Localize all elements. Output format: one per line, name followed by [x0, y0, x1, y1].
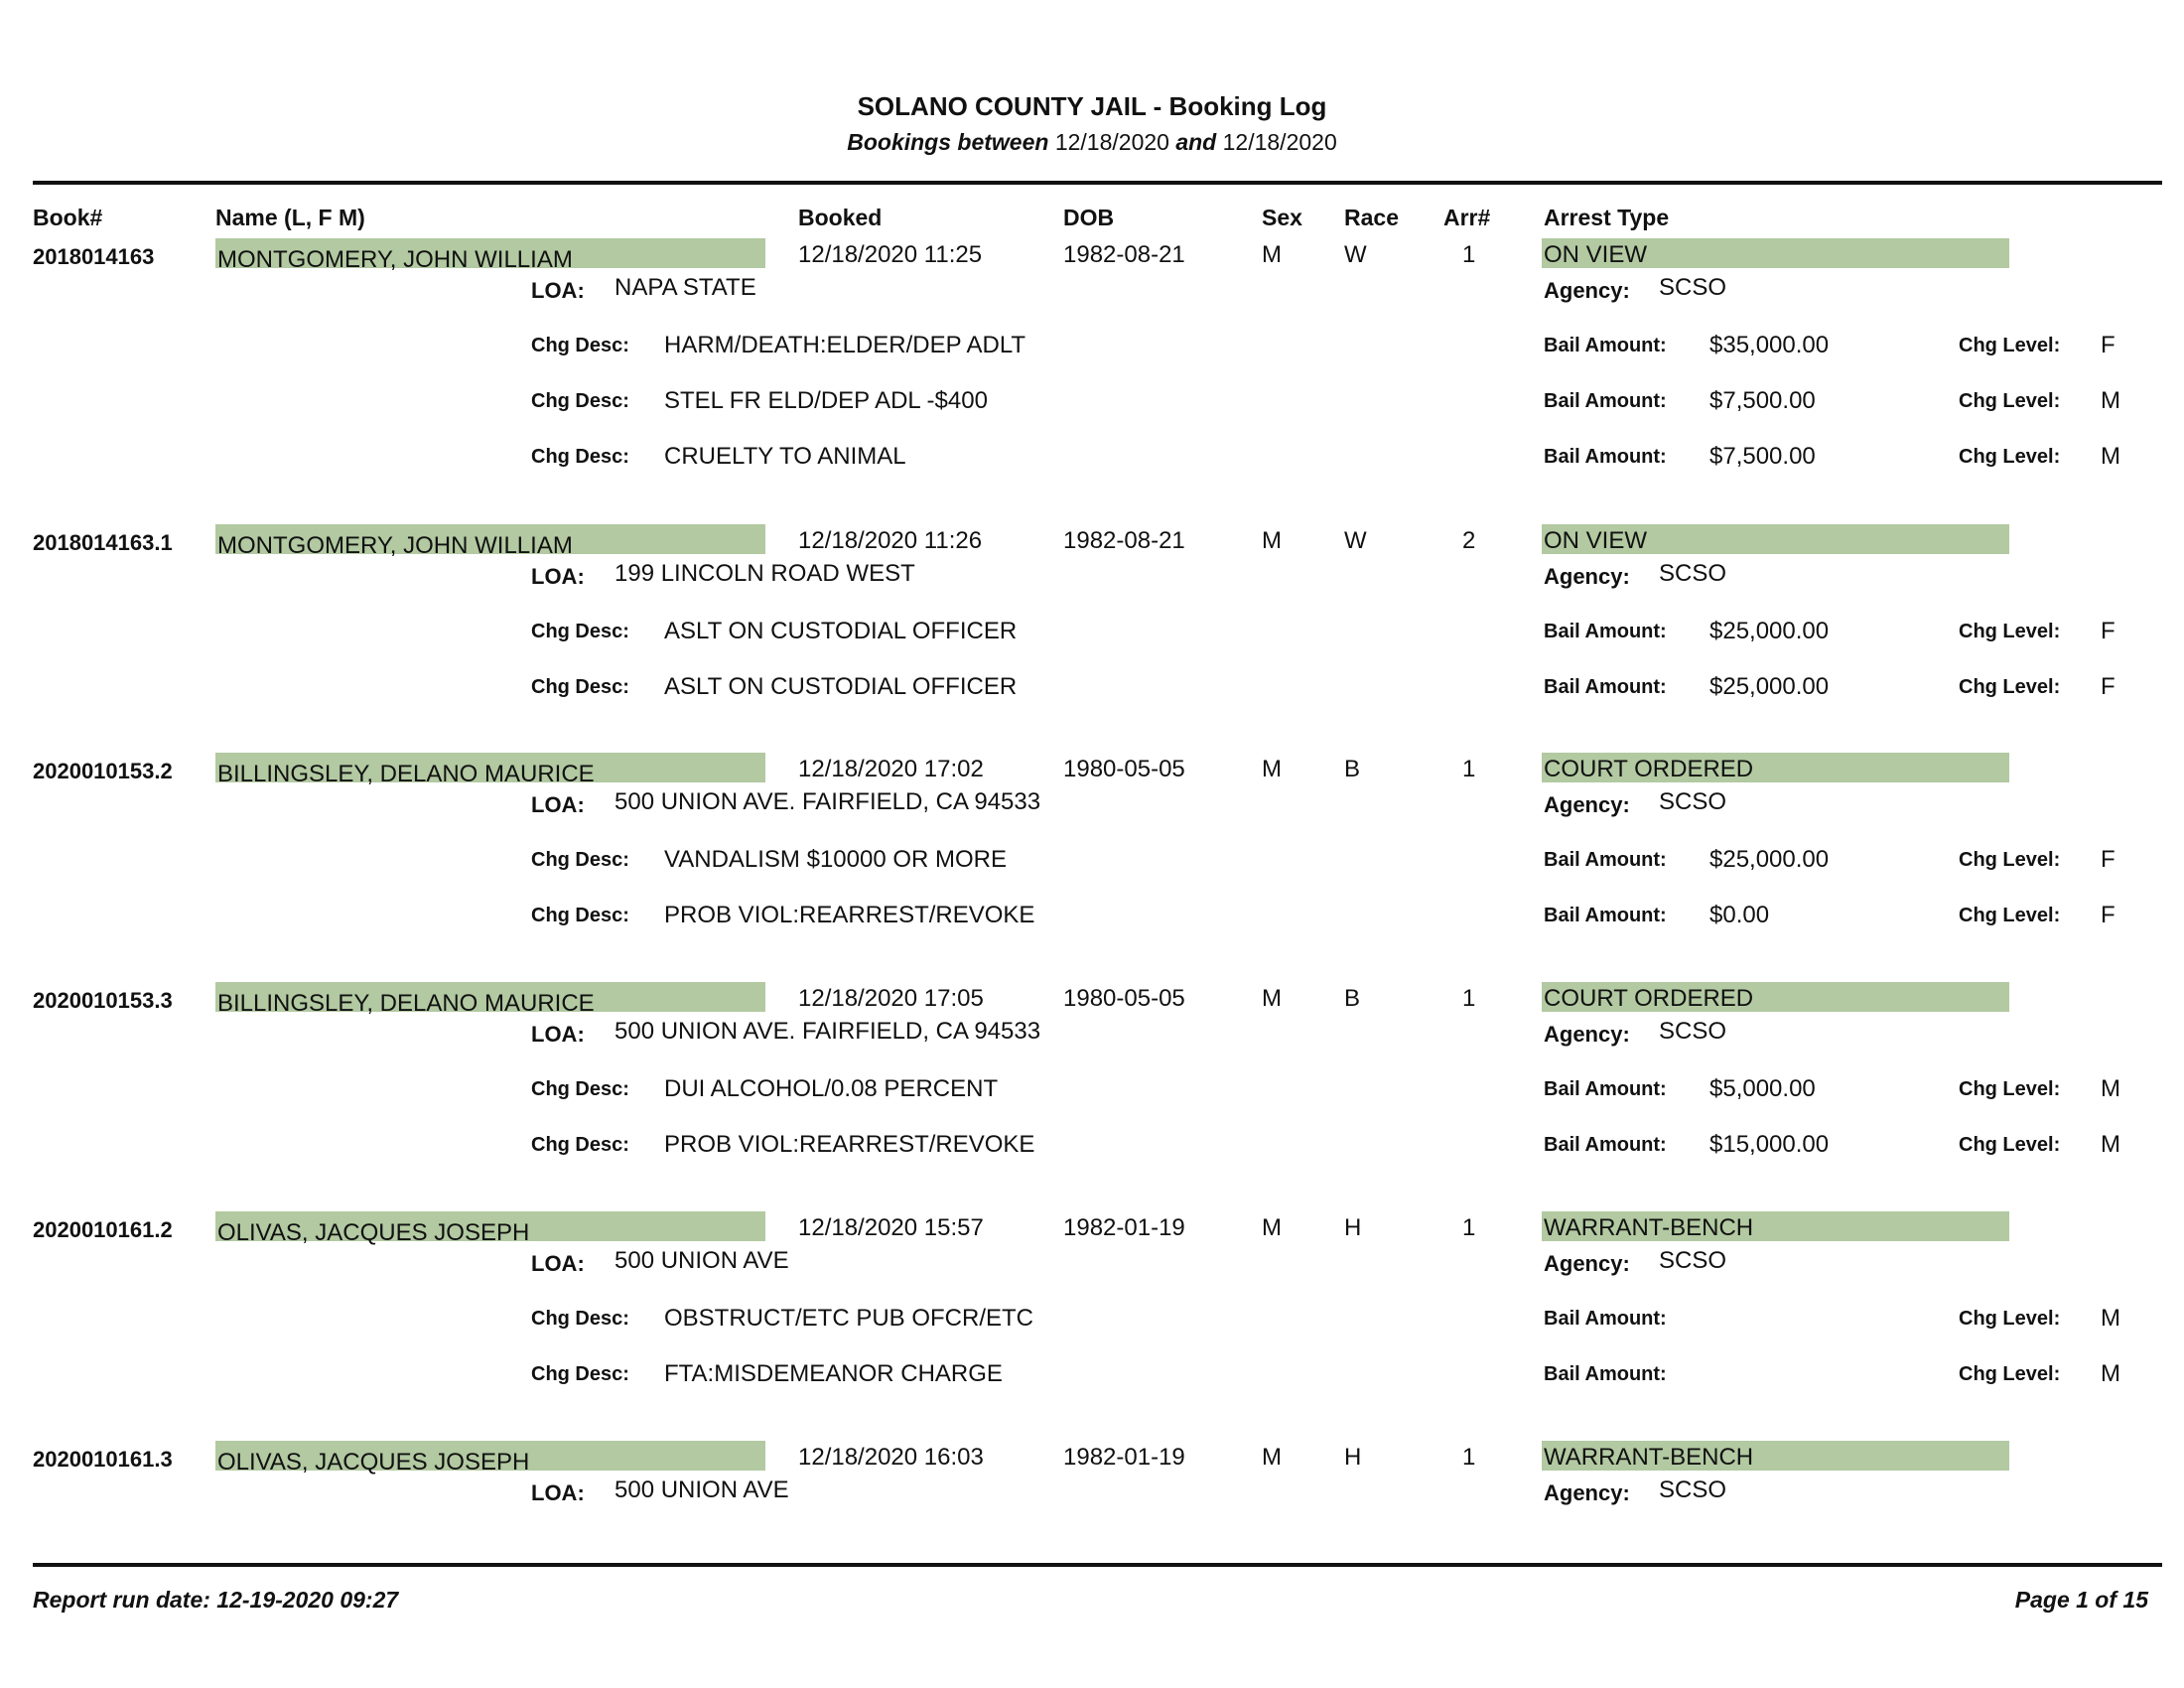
report-run-date: Report run date: 12-19-2020 09:27: [33, 1587, 399, 1613]
bail-amount-value: $5,000.00: [1709, 1075, 1816, 1102]
arrest-type: COURT ORDERED: [1544, 985, 1754, 1012]
charge-desc-label: Chg Desc:: [531, 1308, 629, 1330]
charge-desc-value: VANDALISM $10000 OR MORE: [664, 846, 1008, 873]
booked-datetime: 12/18/2020 11:25: [798, 241, 983, 268]
charge-row: [0, 1131, 2184, 1161]
agency-label: Agency:: [1544, 564, 1630, 589]
loa-value: 500 UNION AVE. FAIRFIELD, CA 94533: [614, 1018, 1041, 1045]
agency-label: Agency:: [1544, 1480, 1630, 1505]
charge-level-value: M: [2101, 1360, 2120, 1387]
charge-row: [0, 387, 2184, 417]
loa-value: 500 UNION AVE: [614, 1477, 789, 1503]
arrest-number: 1: [1462, 241, 1476, 268]
subtitle-start-date: 12/18/2020: [1054, 129, 1169, 155]
charge-row: [0, 332, 2184, 361]
inmate-name: OLIVAS, JACQUES JOSEPH: [217, 1449, 530, 1476]
charge-desc-value: STEL FR ELD/DEP ADL -$400: [664, 387, 988, 414]
charge-row: [0, 618, 2184, 647]
booked-datetime: 12/18/2020 16:03: [798, 1444, 984, 1471]
charge-level-label: Chg Level:: [1959, 1078, 2061, 1100]
bail-amount-label: Bail Amount:: [1544, 849, 1667, 871]
page-number: Page 1 of 15: [2014, 1587, 2148, 1613]
charge-level-value: F: [2101, 332, 2116, 358]
charge-desc-value: ASLT ON CUSTODIAL OFFICER: [664, 618, 1018, 644]
bail-amount-value: $7,500.00: [1709, 443, 1816, 470]
charge-desc-label: Chg Desc:: [531, 676, 629, 698]
footer-rule: [33, 1563, 2162, 1567]
loa-label: LOA:: [531, 1251, 585, 1276]
charge-desc-label: Chg Desc:: [531, 1078, 629, 1100]
charge-level-label: Chg Level:: [1959, 1308, 2061, 1330]
booked-datetime: 12/18/2020 15:57: [798, 1214, 984, 1241]
charge-desc-label: Chg Desc:: [531, 621, 629, 642]
charge-row: [0, 673, 2184, 703]
bail-amount-value: $7,500.00: [1709, 387, 1816, 414]
agency-label: Agency:: [1544, 1251, 1630, 1276]
arrest-number: 1: [1462, 756, 1476, 782]
date-of-birth: 1982-08-21: [1063, 527, 1185, 554]
agency-value: SCSO: [1659, 274, 1727, 301]
loa-value: 500 UNION AVE. FAIRFIELD, CA 94533: [614, 788, 1041, 815]
report-subtitle: [0, 129, 2184, 156]
charge-level-label: Chg Level:: [1959, 446, 2061, 468]
charge-desc-value: ASLT ON CUSTODIAL OFFICER: [664, 673, 1018, 700]
book-number: 2020010161.2: [33, 1217, 173, 1242]
charge-level-label: Chg Level:: [1959, 335, 2061, 356]
agency-value: SCSO: [1659, 1477, 1727, 1503]
agency-label: Agency:: [1544, 1022, 1630, 1047]
bail-amount-label: Bail Amount:: [1544, 621, 1667, 642]
bail-amount-label: Bail Amount:: [1544, 446, 1667, 468]
bail-amount-label: Bail Amount:: [1544, 335, 1667, 356]
sex: M: [1262, 985, 1282, 1012]
bail-amount-label: Bail Amount:: [1544, 1078, 1667, 1100]
charge-desc-label: Chg Desc:: [531, 905, 629, 926]
loa-label: LOA:: [531, 792, 585, 817]
bail-amount-label: Bail Amount:: [1544, 905, 1667, 926]
charge-desc-label: Chg Desc:: [531, 335, 629, 356]
race: B: [1344, 985, 1361, 1012]
race: H: [1344, 1214, 1362, 1241]
race: W: [1344, 241, 1367, 268]
charge-desc-value: HARM/DEATH:ELDER/DEP ADLT: [664, 332, 1026, 358]
sex: M: [1262, 756, 1282, 782]
header-race: Race: [1344, 205, 1399, 230]
charge-row: [0, 1075, 2184, 1105]
booked-datetime: 12/18/2020 17:02: [798, 756, 984, 782]
loa-value: 199 LINCOLN ROAD WEST: [614, 560, 915, 587]
agency-label: Agency:: [1544, 792, 1630, 817]
header-rule: [33, 181, 2162, 185]
arrest-number: 1: [1462, 1214, 1476, 1241]
bail-amount-value: $25,000.00: [1709, 618, 1830, 644]
arrest-number: 1: [1462, 985, 1476, 1012]
bail-amount-value: $0.00: [1709, 902, 1770, 928]
charge-desc-value: CRUELTY TO ANIMAL: [664, 443, 906, 470]
charge-desc-value: PROB VIOL:REARREST/REVOKE: [664, 1131, 1035, 1158]
bail-amount-label: Bail Amount:: [1544, 676, 1667, 698]
charge-desc-value: OBSTRUCT/ETC PUB OFCR/ETC: [664, 1305, 1034, 1332]
agency-label: Agency:: [1544, 278, 1630, 303]
date-of-birth: 1982-01-19: [1063, 1214, 1185, 1241]
loa-label: LOA:: [531, 1480, 585, 1505]
header-book: Book#: [33, 205, 103, 230]
charge-desc-value: FTA:MISDEMEANOR CHARGE: [664, 1360, 1003, 1387]
race: H: [1344, 1444, 1362, 1471]
agency-value: SCSO: [1659, 788, 1727, 815]
header-arr: Arr#: [1443, 205, 1491, 230]
charge-row: [0, 846, 2184, 876]
charge-desc-value: DUI ALCOHOL/0.08 PERCENT: [664, 1075, 999, 1102]
arrest-type: WARRANT-BENCH: [1544, 1214, 1754, 1241]
header-dob: DOB: [1063, 205, 1115, 230]
charge-level-value: M: [2101, 1075, 2120, 1102]
arrest-type: WARRANT-BENCH: [1544, 1444, 1754, 1471]
subtitle-and: and: [1175, 129, 1217, 155]
charge-level-label: Chg Level:: [1959, 621, 2061, 642]
agency-value: SCSO: [1659, 1018, 1727, 1045]
book-number: 2020010161.3: [33, 1447, 173, 1472]
booked-datetime: 12/18/2020 11:26: [798, 527, 983, 554]
charge-level-label: Chg Level:: [1959, 849, 2061, 871]
inmate-name: OLIVAS, JACQUES JOSEPH: [217, 1219, 530, 1246]
header-sex: Sex: [1262, 205, 1302, 230]
subtitle-end-date: 12/18/2020: [1222, 129, 1337, 155]
inmate-name: MONTGOMERY, JOHN WILLIAM: [217, 532, 573, 559]
book-number: 2020010153.3: [33, 988, 173, 1013]
inmate-name: BILLINGSLEY, DELANO MAURICE: [217, 761, 595, 787]
header-booked: Booked: [798, 205, 883, 230]
charge-row: [0, 1305, 2184, 1335]
book-number: 2020010153.2: [33, 759, 173, 783]
charge-desc-label: Chg Desc:: [531, 849, 629, 871]
date-of-birth: 1982-08-21: [1063, 241, 1185, 268]
charge-level-label: Chg Level:: [1959, 1363, 2061, 1385]
charge-level-value: M: [2101, 387, 2120, 414]
bail-amount-value: $25,000.00: [1709, 673, 1830, 700]
charge-row: [0, 443, 2184, 473]
book-number: 2018014163.1: [33, 530, 173, 555]
charge-desc-label: Chg Desc:: [531, 1134, 629, 1156]
charge-level-value: F: [2101, 902, 2116, 928]
bail-amount-label: Bail Amount:: [1544, 1134, 1667, 1156]
loa-value: 500 UNION AVE: [614, 1247, 789, 1274]
charge-level-value: F: [2101, 846, 2116, 873]
loa-label: LOA:: [531, 278, 585, 303]
bail-amount-value: $25,000.00: [1709, 846, 1830, 873]
subtitle-prefix: Bookings between: [847, 129, 1049, 155]
book-number: 2018014163: [33, 244, 155, 269]
agency-value: SCSO: [1659, 1247, 1727, 1274]
header-name: Name (L, F M): [215, 205, 365, 230]
bail-amount-value: $15,000.00: [1709, 1131, 1830, 1158]
charge-level-value: M: [2101, 1305, 2120, 1332]
charge-level-label: Chg Level:: [1959, 905, 2061, 926]
charge-level-value: M: [2101, 443, 2120, 470]
charge-level-value: M: [2101, 1131, 2120, 1158]
booked-datetime: 12/18/2020 17:05: [798, 985, 984, 1012]
bail-amount-label: Bail Amount:: [1544, 390, 1667, 412]
race: B: [1344, 756, 1361, 782]
header-arrest-type: Arrest Type: [1544, 205, 1670, 230]
date-of-birth: 1980-05-05: [1063, 985, 1185, 1012]
sex: M: [1262, 241, 1282, 268]
loa-value: NAPA STATE: [614, 274, 756, 301]
inmate-name: BILLINGSLEY, DELANO MAURICE: [217, 990, 595, 1017]
charge-desc-value: PROB VIOL:REARREST/REVOKE: [664, 902, 1035, 928]
bail-amount-value: $35,000.00: [1709, 332, 1830, 358]
arrest-type: ON VIEW: [1544, 241, 1648, 268]
charge-level-label: Chg Level:: [1959, 390, 2061, 412]
arrest-number: 2: [1462, 527, 1476, 554]
date-of-birth: 1982-01-19: [1063, 1444, 1185, 1471]
charge-desc-label: Chg Desc:: [531, 1363, 629, 1385]
charge-level-label: Chg Level:: [1959, 676, 2061, 698]
arrest-type: COURT ORDERED: [1544, 756, 1754, 782]
charge-level-value: F: [2101, 618, 2116, 644]
sex: M: [1262, 1444, 1282, 1471]
agency-value: SCSO: [1659, 560, 1727, 587]
charge-desc-label: Chg Desc:: [531, 446, 629, 468]
inmate-name: MONTGOMERY, JOHN WILLIAM: [217, 246, 573, 273]
report-title: SOLANO COUNTY JAIL - Booking Log: [857, 91, 1327, 121]
bail-amount-label: Bail Amount:: [1544, 1363, 1667, 1385]
loa-label: LOA:: [531, 564, 585, 589]
arrest-number: 1: [1462, 1444, 1476, 1471]
sex: M: [1262, 527, 1282, 554]
charge-desc-label: Chg Desc:: [531, 390, 629, 412]
arrest-type: ON VIEW: [1544, 527, 1648, 554]
charge-row: [0, 902, 2184, 931]
date-of-birth: 1980-05-05: [1063, 756, 1185, 782]
charge-level-value: F: [2101, 673, 2116, 700]
loa-label: LOA:: [531, 1022, 585, 1047]
charge-row: [0, 1360, 2184, 1390]
charge-level-label: Chg Level:: [1959, 1134, 2061, 1156]
sex: M: [1262, 1214, 1282, 1241]
race: W: [1344, 527, 1367, 554]
bail-amount-label: Bail Amount:: [1544, 1308, 1667, 1330]
